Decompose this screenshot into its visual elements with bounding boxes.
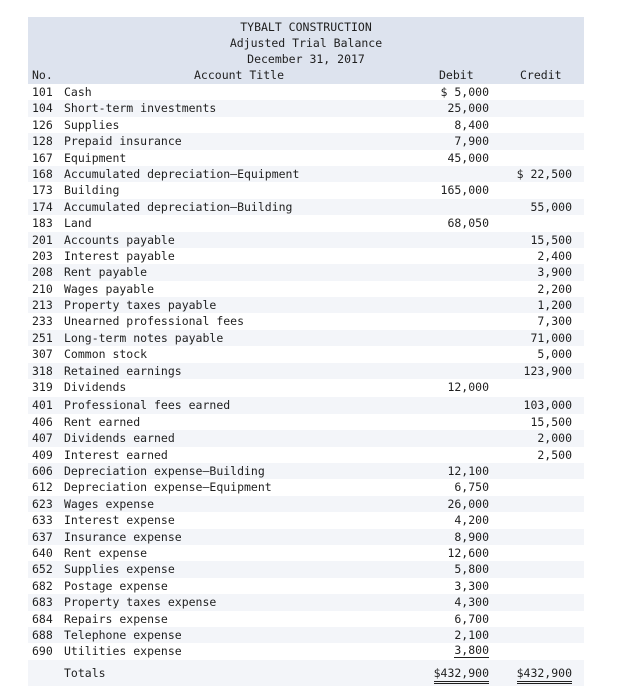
column-header-credit: Credit [520,68,562,82]
table-row [28,627,584,643]
company-name: TYBALT CONSTRUCTION [240,20,372,34]
debit-amount: 4,300 [454,595,489,610]
debit-amount: 12,000 [447,380,489,395]
account-title: Accounts payable [64,232,175,247]
statement-date: December 31, 2017 [247,52,365,66]
debit-amount: 45,000 [447,150,489,165]
account-title: Rent payable [64,265,148,280]
table-row [28,363,584,379]
debit-amount: 165,000 [440,183,489,198]
table-row [28,496,584,512]
account-number: 210 [32,281,53,296]
account-number: 409 [32,447,53,462]
account-title: Short-term investments [64,101,217,116]
table-row [28,313,584,329]
account-title: Repairs expense [64,611,168,626]
account-title: Wages payable [64,281,155,296]
account-title: Dividends [64,380,127,395]
account-number: 652 [32,562,53,577]
debit-amount: 25,000 [447,101,489,116]
debit-amount: 8,400 [454,117,489,132]
debit-amount: 6,750 [454,480,489,495]
account-number: 633 [32,513,53,528]
credit-amount: 123,900 [523,363,572,378]
totals-credit: $432,900 [517,666,572,684]
account-title: Prepaid insurance [64,134,182,149]
account-title: Supplies expense [64,562,175,577]
account-number: 203 [32,248,53,263]
table-row [28,447,584,463]
column-header-no: No. [32,68,53,82]
account-title: Equipment [64,150,127,165]
debit-amount: 7,900 [454,134,489,149]
table-row [28,346,584,362]
credit-amount: 3,900 [537,265,572,280]
table-row [28,379,584,395]
account-number: 606 [32,463,53,478]
credit-amount: 1,200 [537,298,572,313]
table-row [28,545,584,561]
account-title: Land [64,216,92,231]
debit-amount: 6,700 [454,611,489,626]
account-title: Long-term notes payable [64,330,224,345]
account-title: Postage expense [64,578,168,593]
table-row [28,84,584,100]
account-title: Rent expense [64,545,148,560]
account-title: Depreciation expense—Equipment [64,480,272,495]
account-number: 640 [32,545,53,560]
debit-amount: $ 5,000 [440,85,489,99]
account-number: 208 [32,265,53,280]
account-title: Telephone expense [64,627,182,642]
table-row [28,133,584,149]
account-title: Accumulated depreciation—Building [64,199,293,214]
account-title: Rent earned [64,414,141,429]
account-title: Insurance expense [64,529,182,544]
table-row [28,117,584,133]
account-number: 104 [32,101,53,116]
table-row [28,463,584,479]
column-header-debit: Debit [439,68,474,82]
credit-amount: 55,000 [530,199,572,214]
table-row [28,215,584,231]
debit-amount: 12,600 [447,545,489,560]
debit-amount: 26,000 [447,496,489,511]
table-row [28,397,584,413]
account-number: 307 [32,347,53,362]
table-row [28,150,584,166]
account-number: 173 [32,183,53,198]
table-row [28,611,584,627]
credit-amount: 5,000 [537,347,572,362]
table-row [28,561,584,577]
account-rows [28,84,584,660]
account-title: Supplies [64,117,120,132]
account-number: 682 [32,578,53,593]
account-title: Depreciation expense—Building [64,463,265,478]
debit-amount: 4,200 [454,513,489,528]
account-number: 637 [32,529,53,544]
table-row [28,578,584,594]
credit-amount: 2,200 [537,281,572,296]
account-title: Interest earned [64,447,168,462]
account-number: 623 [32,496,53,511]
credit-amount: $ 22,500 [516,166,572,181]
account-title: Building [64,183,120,198]
credit-amount: 2,000 [537,431,572,446]
account-title: Property taxes expense [64,595,217,610]
account-title: Retained earnings [64,363,182,378]
debit-amount: 5,800 [454,562,489,577]
account-number: 101 [32,85,53,99]
table-row [28,100,584,116]
account-number: 168 [32,166,53,181]
totals-label: Totals [64,665,106,680]
account-number: 318 [32,363,53,378]
account-number: 319 [32,380,53,395]
account-title: Interest payable [64,248,175,263]
credit-amount: 71,000 [530,330,572,345]
account-title: Interest expense [64,513,175,528]
account-number: 167 [32,150,53,165]
credit-amount: 15,500 [530,232,572,247]
account-title: Wages expense [64,496,155,511]
account-number: 201 [32,232,53,247]
debit-amount: 3,300 [454,578,489,593]
credit-amount: 103,000 [523,398,572,413]
table-header [28,17,584,84]
account-title: Unearned professional fees [64,314,245,329]
credit-amount: 2,400 [537,248,572,263]
table-row [28,281,584,297]
account-number: 233 [32,314,53,329]
account-number: 401 [32,398,53,413]
table-row [28,182,584,198]
account-title: Accumulated depreciation—Equipment [64,166,300,181]
debit-amount: 3,800 [454,643,489,658]
totals-row [28,660,584,686]
account-number: 406 [32,414,53,429]
account-number: 126 [32,117,53,132]
table-row [28,199,584,215]
account-number: 688 [32,627,53,642]
account-number: 183 [32,216,53,231]
table-row [28,594,584,610]
account-title: Property taxes payable [64,298,217,313]
table-row [28,330,584,346]
totals-debit: $432,900 [434,666,489,684]
account-number: 251 [32,330,53,345]
table-row [28,479,584,495]
account-number: 213 [32,298,53,313]
account-number: 174 [32,199,53,214]
trial-balance-sheet [28,17,584,686]
account-number: 128 [32,134,53,149]
account-title: Dividends earned [64,431,175,446]
column-header-account-title: Account Title [194,68,285,82]
account-number: 407 [32,431,53,446]
account-number: 690 [32,644,53,659]
debit-amount: 68,050 [447,216,489,231]
table-row [28,643,584,659]
account-number: 612 [32,480,53,495]
debit-amount: 2,100 [454,627,489,642]
account-title: Cash [64,85,92,99]
debit-amount: 12,100 [447,463,489,478]
table-row [28,264,584,280]
table-row [28,414,584,430]
credit-amount: 2,500 [537,447,572,462]
credit-amount: 7,300 [537,314,572,329]
credit-amount: 15,500 [530,414,572,429]
table-row [28,529,584,545]
table-row [28,430,584,446]
statement-title: Adjusted Trial Balance [229,36,383,50]
table-row [28,512,584,528]
account-number: 684 [32,611,53,626]
account-number: 683 [32,595,53,610]
table-row [28,166,584,182]
account-title: Utilities expense [64,644,182,659]
table-row [28,248,584,264]
account-title: Common stock [64,347,148,362]
table-row [28,297,584,313]
debit-amount: 8,900 [454,529,489,544]
table-row [28,232,584,248]
account-title: Professional fees earned [64,398,231,413]
